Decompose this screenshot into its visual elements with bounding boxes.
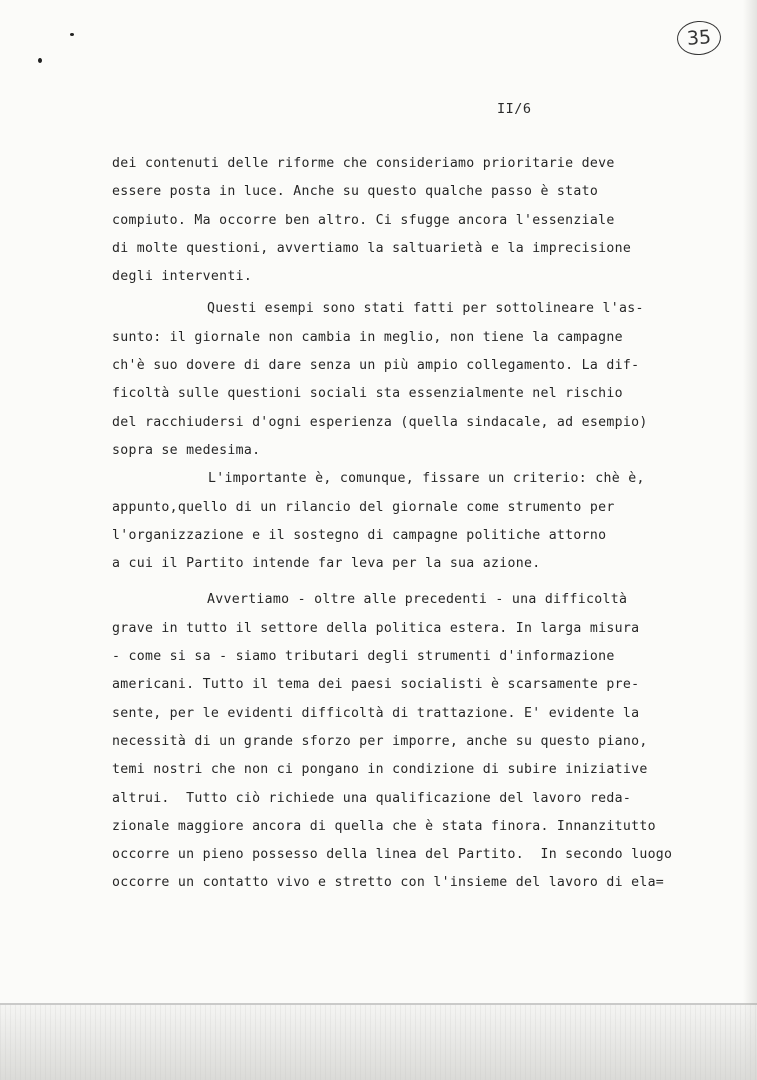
text-line: ficoltà sulle questioni sociali sta essenzialmente nel rischio <box>112 386 623 402</box>
text-line: Avvertiamo - oltre alle precedenti - una difficoltà <box>207 592 628 608</box>
ink-speck <box>38 58 42 63</box>
text-line: occorre un contatto vivo e stretto con l'insieme del lavoro di ela= <box>112 875 665 891</box>
text-line: degli interventi. <box>112 269 253 285</box>
text-line: appunto,quello di un rilancio del giornale come strumento per <box>112 499 615 515</box>
typewritten-body <box>112 150 752 898</box>
ink-speck <box>70 33 74 36</box>
text-line: L'importante è, comunque, fissare un criterio: chè è, <box>208 471 645 487</box>
text-line: sopra se medesima. <box>112 442 261 458</box>
text-line: dei contenuti delle riforme che consideriamo prioritarie deve <box>112 156 615 171</box>
paragraph <box>112 150 752 291</box>
text-line: del racchiudersi d'ogni esperienza (quella sindacale, ad esempio) <box>112 414 648 430</box>
text-line: di molte questioni, avvertiamo la saltuarietà e la imprecisione <box>112 240 632 256</box>
text-line: occorre un pieno possesso della linea del Partito. In secondo luogo <box>112 847 673 863</box>
text-line: altrui. Tutto ciò richiede una qualificazione del lavoro reda- <box>112 790 632 806</box>
page-number-stamp-text: 35 <box>686 26 712 50</box>
text-line: a cui il Partito intende far leva per la sua azione. <box>112 556 541 572</box>
text-line: temi nostri che non ci pongano in condizione di subire iniziative <box>112 762 648 778</box>
section-reference: II/6 <box>497 101 532 117</box>
scan-edge-shadow <box>743 0 757 1080</box>
paragraph <box>112 295 752 465</box>
text-line: - come si sa - siamo tributari degli strumenti d'informazione <box>112 649 615 665</box>
text-line: compiuto. Ma occorre ben altro. Ci sfugge ancora l'essenziale <box>112 212 615 228</box>
text-line: zionale maggiore ancora di quella che è stata finora. Innanzitutto <box>112 818 656 834</box>
text-line: sente, per le evidenti difficoltà di trattazione. E' evidente la <box>112 705 640 721</box>
text-line: americani. Tutto il tema dei paesi socialisti è scarsamente pre- <box>112 677 640 693</box>
text-line: Questi esempi sono stati fatti per sottolineare l'as- <box>207 301 644 317</box>
text-line: ch'è suo dovere di dare senza un più ampio collegamento. La dif- <box>112 358 640 374</box>
text-line: necessità di un grande sforzo per imporre, anche su questo piano, <box>112 733 648 749</box>
text-line: grave in tutto il settore della politica estera. In larga misura <box>112 620 640 636</box>
scan-bottom-margin <box>0 1005 757 1080</box>
text-line: l'organizzazione e il sostegno di campagne politiche attorno <box>112 527 607 543</box>
paragraph <box>112 586 752 897</box>
text-line: essere posta in luce. Anche su questo qualche passo è stato <box>112 184 599 200</box>
text-line: sunto: il giornale non cambia in meglio, non tiene la campagne <box>112 329 623 345</box>
paragraph <box>112 465 752 578</box>
page-number-stamp <box>676 20 722 57</box>
